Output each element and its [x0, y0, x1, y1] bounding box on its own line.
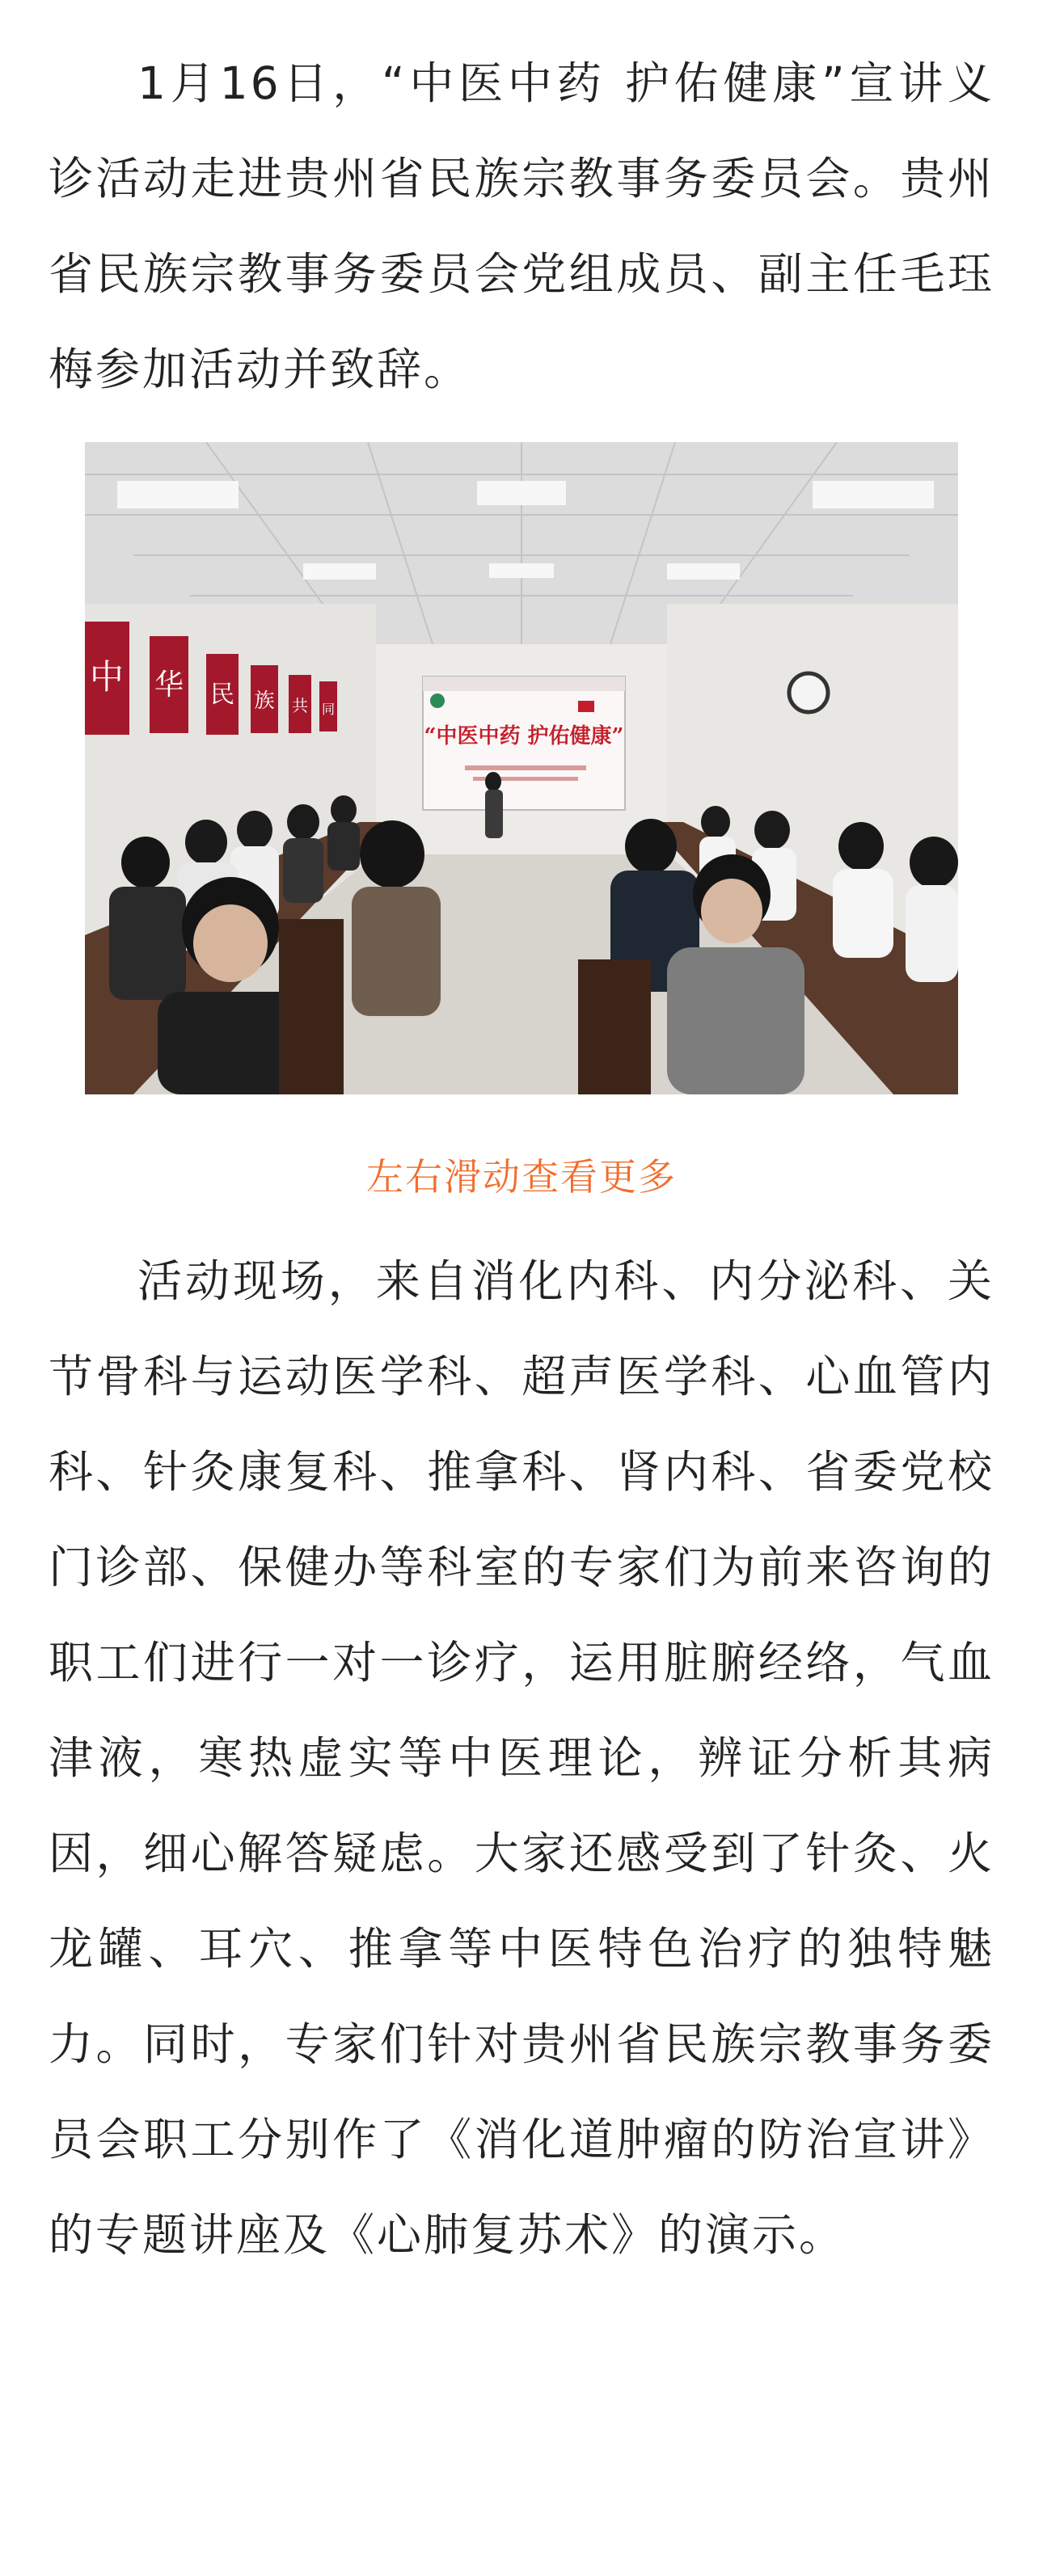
event-photo — [85, 442, 958, 1094]
speaker — [485, 772, 501, 791]
event-photo-illustration — [85, 442, 958, 1094]
wall-clock — [789, 673, 828, 712]
banner-char: 共 — [292, 696, 308, 715]
intro-paragraph: 1月16日，“中医中药 护佑健康”宣讲义诊活动走进贵州省民族宗教事务委员会。贵州省民族宗教事务委员会党组成员、副主任毛珏梅参加活动并致辞。 — [49, 57, 994, 395]
body-paragraph: 活动现场，来自消化内科、内分泌科、关节骨科与运动医学科、超声医学科、心血管内科、针灸康复科、推拿科、肾内科、省委党校门诊部、保健办等科室的专家们为前来咨询的职工们进行一对一诊疗，运用脏腑经络，气血津液，寒热虚实等中医理论，辨证分析其病因，细心解答疑虑。大家还感受到了针灸、火龙罐、耳穴、推拿等中医特色治疗的独特魅力。同时，专家们针对贵州省民族宗教事务委员会职工分别作了《消化道肿瘤的防治宣讲》的专题讲座及《心肺复苏术》的演示。 — [49, 1255, 994, 2261]
swipe-hint: 左右滑动查看更多 — [366, 1155, 677, 1199]
banner-char: 华 — [154, 668, 184, 702]
banner-char: 同 — [321, 702, 336, 717]
banner-char: 中 — [89, 657, 125, 697]
screen-title: “中医中药 护佑健康” — [424, 724, 624, 748]
banner-char: 族 — [254, 689, 275, 712]
banner-char: 民 — [210, 681, 234, 709]
projection-screen — [423, 677, 625, 810]
